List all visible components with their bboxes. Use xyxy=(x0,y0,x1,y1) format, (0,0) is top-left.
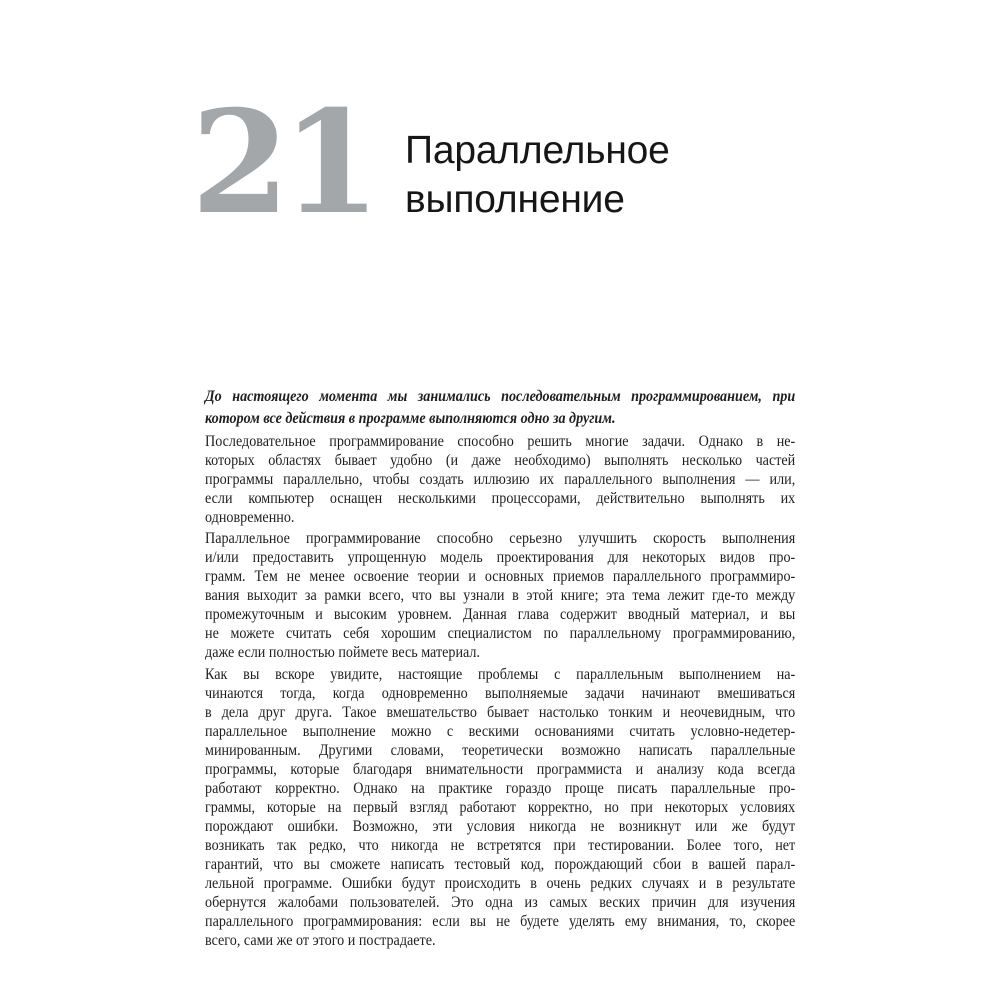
text-line: параллельное выполнение можно с вескими основаниями считать условно-недетер- xyxy=(205,720,796,740)
text-line: одновременно. xyxy=(205,506,295,526)
text-line: Как вы вскоре увидите, настоящие проблемы с параллельным выполнением на- xyxy=(205,663,796,683)
text-line: программы, которые благодаря внимательности программиста и анализу кода всегда xyxy=(205,758,796,778)
text-line: порождают ошибки. Возможно, эти условия никогда не возникнут или же будут xyxy=(205,815,796,835)
text-line: обернутся жалобами пользователей. Это одна из самых веских причин для изучения xyxy=(205,891,796,911)
text-line: работают корректно. Однако на практике гораздо проще писать параллельные про- xyxy=(205,777,796,797)
text-line: которых областях бывает удобно (и даже необходимо) выполнять несколько частей xyxy=(205,449,796,469)
text-line: программы параллельно, чтобы создать иллюзию их параллельного выполнения — или, xyxy=(205,468,796,488)
text-line: До настоящего момента мы занимались последовательным программированием, при xyxy=(205,386,796,405)
text-line: выполнение xyxy=(405,178,625,221)
chapter-body xyxy=(205,385,795,951)
text-line: промежуточным и высоким уровнем. Данная глава содержит вводный материал, и вы xyxy=(205,604,796,624)
paragraph-1 xyxy=(205,431,795,526)
text-line: даже если полностью поймете весь материал. xyxy=(205,642,481,662)
text-line: чинаются тогда, когда одновременно выполняемые задачи начинают вмешиваться xyxy=(205,682,796,702)
text-line: гарантий, что вы сможете написать тестовый код, порождающий сбои в вашей парал- xyxy=(205,853,796,873)
text-line: вания выходит за рамки всего, что вы узнали в этой книге; эта тема лежит где-то между xyxy=(205,585,796,605)
chapter-title xyxy=(405,126,670,224)
lead-paragraph xyxy=(205,385,795,428)
paragraph-3 xyxy=(205,664,795,949)
text-line: котором все действия в программе выполняются одно за другим. xyxy=(205,407,616,427)
text-line: возникать так редко, что никогда не встретятся при тестировании. Более того, нет xyxy=(205,834,796,854)
text-line: всего, сами же от этого и пострадаете. xyxy=(205,929,436,949)
text-line: параллельного программирования: если вы не будете уделять ему внимания, то, скорее xyxy=(205,910,796,930)
text-line: Параллельное xyxy=(405,129,670,172)
paragraph-2 xyxy=(205,528,795,661)
text-line: и/или предоставить упрощенную модель проектирования для некоторых видов про- xyxy=(205,547,796,567)
text-line: не можете считать себя хорошим специалистом по параллельному программированию, xyxy=(205,623,796,643)
text-line: Последовательное программирование способно решить многие задачи. Однако в не- xyxy=(205,430,796,450)
chapter-number: 21 xyxy=(191,80,373,246)
text-line: лельной программе. Ошибки будут происходить в очень редких случаях и в результате xyxy=(205,872,796,892)
text-line: грамм. Тем не менее освоение теории и основных приемов параллельного программиро- xyxy=(205,566,796,586)
text-line: если компьютер оснащен несколькими процессорами, действительно выполнять их xyxy=(205,487,796,507)
text-line: в дела друг друга. Такое вмешательство бывает настолько тонким и неочевидным, что xyxy=(205,701,796,721)
text-line: минированным. Другими словами, теоретически возможно написать параллельные xyxy=(205,739,796,759)
text-line: граммы, которые на первый взгляд работают корректно, но при некоторых условиях xyxy=(205,796,796,816)
text-line: Параллельное программирование способно серьезно улучшить скорость выполнения xyxy=(205,528,796,548)
